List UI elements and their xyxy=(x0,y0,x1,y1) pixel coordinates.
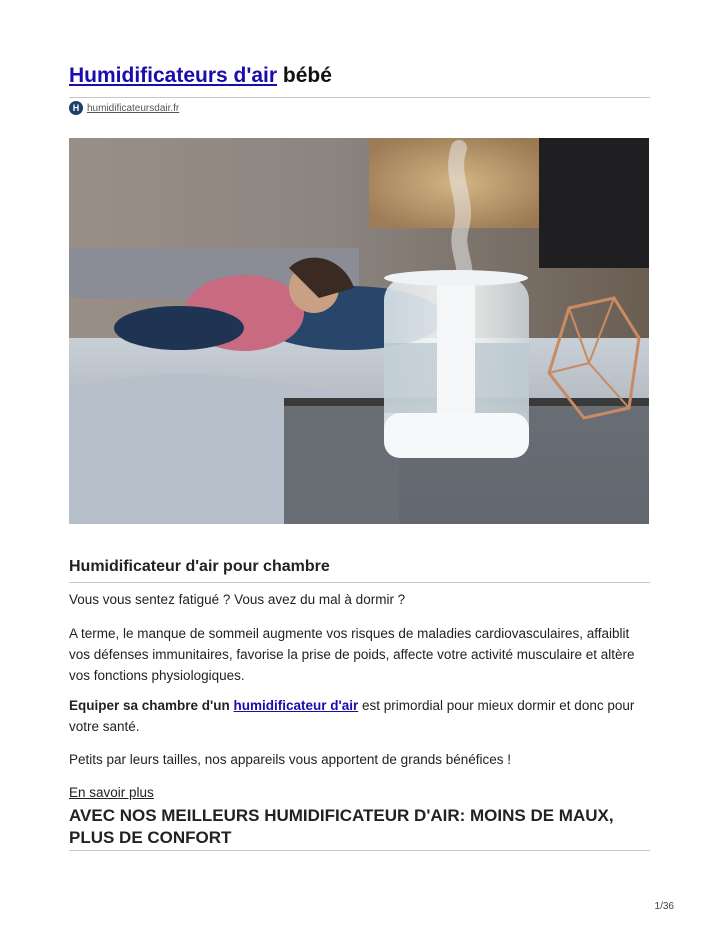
paragraph-3 xyxy=(69,695,644,737)
hero-image xyxy=(69,138,649,524)
page-title xyxy=(69,64,332,88)
section-2-heading: AVEC NOS MEILLEURS HUMIDIFICATEUR D'AIR: MOINS DE MAUX, PLUS DE CONFORT xyxy=(69,806,614,847)
paragraph-3-bold: Equiper sa chambre d'un xyxy=(69,698,234,713)
source-line xyxy=(69,101,179,115)
photo-woman-sleeping-with-humidifier-icon xyxy=(69,138,649,524)
title-suffix: bébé xyxy=(277,64,332,87)
paragraph-3-rest: est primordial pour mieux dormir et donc pour votre santé. xyxy=(69,698,635,734)
page-number: 1/36 xyxy=(654,901,674,912)
learn-more-link[interactable]: En savoir plus xyxy=(69,785,154,800)
section-divider xyxy=(69,582,650,583)
paragraph-1: Vous vous sentez fatigué ? Vous avez du mal à dormir ? xyxy=(69,592,406,607)
paragraph-4: Petits par leurs tailles, nos appareils vous apportent de grands bénéfices ! xyxy=(69,752,512,767)
section-2-divider xyxy=(69,850,650,851)
site-favicon-icon: H xyxy=(69,101,83,115)
title-divider xyxy=(69,97,650,98)
humidifier-link[interactable]: humidificateur d'air xyxy=(233,698,359,713)
paragraph-2: A terme, le manque de sommeil augmente vos risques de maladies cardiovasculaires, affaiblit vos défenses immunitaires, favorise la prise de poids, affecte votre activité musculaire et altère vos fonctions physiologiques. xyxy=(69,626,635,683)
title-link[interactable]: Humidificateurs d'air xyxy=(69,64,278,87)
section-heading: Humidificateur d'air pour chambre xyxy=(69,558,330,575)
source-domain-link[interactable]: humidificateursdair.fr xyxy=(87,102,180,114)
